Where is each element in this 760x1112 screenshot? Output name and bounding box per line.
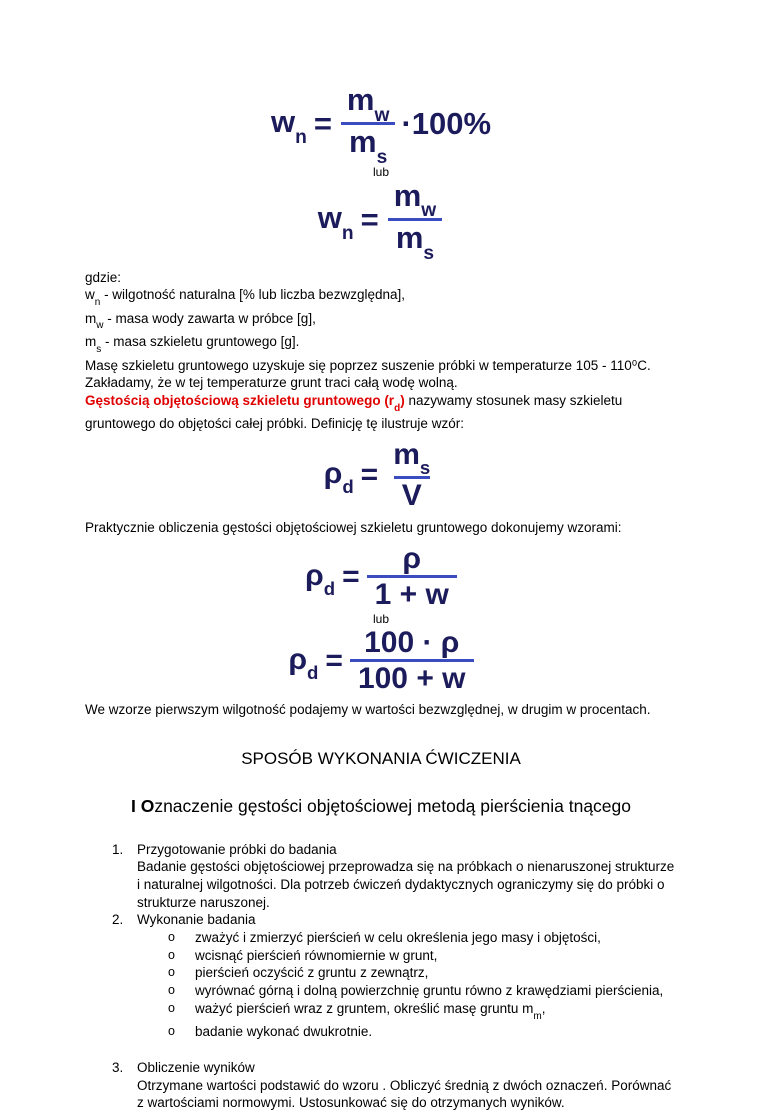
bullet-marker: o [168,964,195,982]
equals-sign: = [361,202,379,238]
practical-paragraph-block [85,519,677,537]
list-number: 1. [112,841,137,912]
multiplier: ·100% [401,106,491,142]
formula-group-density-definition [85,439,677,511]
bullet-item [85,964,677,982]
formula-lhs: $w_n$ [271,104,307,143]
fraction [385,439,438,511]
section-heading: SPOSÓB WYKONANIA ĆWICZENIA [85,748,677,770]
fraction-denominator: 1 + w [367,575,457,611]
bullet-text: badanie wykonać dwukrotnie. [195,1023,677,1041]
definition-wn: $w_n$ - wilgotność naturalna [% lub liczba bezwzględna], [85,286,677,309]
bullet-item [85,1023,677,1041]
bullet-marker: o [168,929,195,947]
subsection-heading: I Oznaczenie gęstości objętościowej metodą pierścienia tnącego [85,795,677,818]
bullet-text: zważyć i zmierzyć pierścień w celu określenia jego masy i objętości, [195,929,677,947]
list-item-2 [85,911,677,929]
equals-sign: = [361,458,379,492]
connector-lub: lub [85,165,677,179]
definition-ms: $m_s$ - masa szkieletu gruntowego [g]. [85,333,677,356]
fraction-denominator: V [394,476,430,512]
fraction-numerator: 100 · ρ [356,627,467,660]
formula-moisture-absolute [85,180,677,260]
fraction-numerator: ρ [394,543,429,576]
list-number: 2. [112,911,137,929]
bullet-text: wcisnąć pierścień równomiernie w grunt, [195,947,677,965]
list-number: 3. [112,1059,137,1112]
where-label: gdzie: [85,269,677,287]
fraction-denominator: 100 + w [350,659,474,695]
fraction [386,180,445,260]
procedure-list [85,841,677,1112]
formula-density-absolute [85,543,677,611]
list-item-text: Wykonanie badania [137,911,677,929]
fraction [339,84,398,164]
paragraph-drying-2: Zakładamy, że w tej temperaturze grunt traci całą wodę wolną. [85,374,677,392]
paragraph-drying-1: Masę szkieletu gruntowego uzyskuje się poprzez suszenie próbki w temperaturze 105 - 110⁰C. [85,357,677,375]
bullet-text: wyrównać górną i dolną powierzchnię gruntu równo z krawędziami pierścienia, [195,982,677,1000]
fraction-numerator: $m_w$ [386,180,445,218]
formula-density-definition [85,439,677,511]
formula-lhs: $\rho_d$ [288,643,318,680]
document-content [85,0,677,1112]
fraction-denominator: $m_s$ [341,122,395,163]
bullet-text: pierścień oczyścić z gruntu z zewnątrz, [195,964,677,982]
equals-sign: = [342,560,360,594]
formula-lhs: $w_n$ [318,200,354,239]
paragraph-density-definition: Gęstością objętościową szkieletu gruntowego $(r_d)$ nazywamy stosunek masy szkieletu gruntowego do objętości całej próbki. Definicję tę ilustruje wzór: [85,392,677,433]
list-item-1 [85,841,677,912]
fraction [350,627,474,695]
fraction-denominator: $m_s$ [388,218,442,259]
fraction-numerator: $m_s$ [385,439,438,476]
fraction [367,543,457,611]
bullet-item [85,1000,677,1023]
bullet-item [85,947,677,965]
bullet-item [85,929,677,947]
equals-sign: = [314,106,332,142]
definitions-block [85,269,677,433]
formula-group-practical [85,543,677,695]
formula-moisture-percent [85,84,677,164]
sub-bullet-list [85,929,677,1041]
connector-lub: lub [85,612,677,626]
fraction-numerator: $m_w$ [339,84,398,122]
bullet-marker: o [168,982,195,1000]
bullet-marker: o [168,1023,195,1041]
bullet-text: ważyć pierścień wraz z gruntem, określić masę gruntu $m_m$, [195,1000,677,1023]
equals-sign: = [325,644,343,678]
paragraph-note: We wzorze pierwszym wilgotność podajemy w wartości bezwzględnej, w drugim w procentach. [85,701,677,719]
paragraph-practical: Praktycznie obliczenia gęstości objętościowej szkieletu gruntowego dokonujemy wzorami: [85,519,677,537]
formula-lhs: $\rho_d$ [305,559,335,596]
list-item-text: Przygotowanie próbki do badania Badanie gęstości objętościowej przeprowadza się na próbkach o nienaruszonej strukturze i naturalnej wilgotności. Dla potrzeb ćwiczeń dydaktycznych ograniczymy się do próbki o strukturze naruszonej. [137,841,677,912]
density-term-red: Gęstością objętościową szkieletu gruntowego $(r_d)$ [85,393,405,408]
bullet-marker: o [168,1000,195,1023]
formula-lhs: $\rho_d$ [324,457,354,494]
formula-density-percent [85,627,677,695]
list-item-text: Obliczenie wyników Otrzymane wartości podstawić do wzoru . Obliczyć średnią z dwóch oznaczeń. Porównać z wartościami normowymi. Ustosunkować się do otrzymanych wyników. [137,1059,677,1112]
note-paragraph-block [85,701,677,719]
bullet-marker: o [168,947,195,965]
bullet-item [85,982,677,1000]
definition-mw: $m_w$ - masa wody zawarta w próbce [g], [85,310,677,333]
formula-group-moisture [85,84,677,260]
list-item-3 [85,1059,677,1112]
